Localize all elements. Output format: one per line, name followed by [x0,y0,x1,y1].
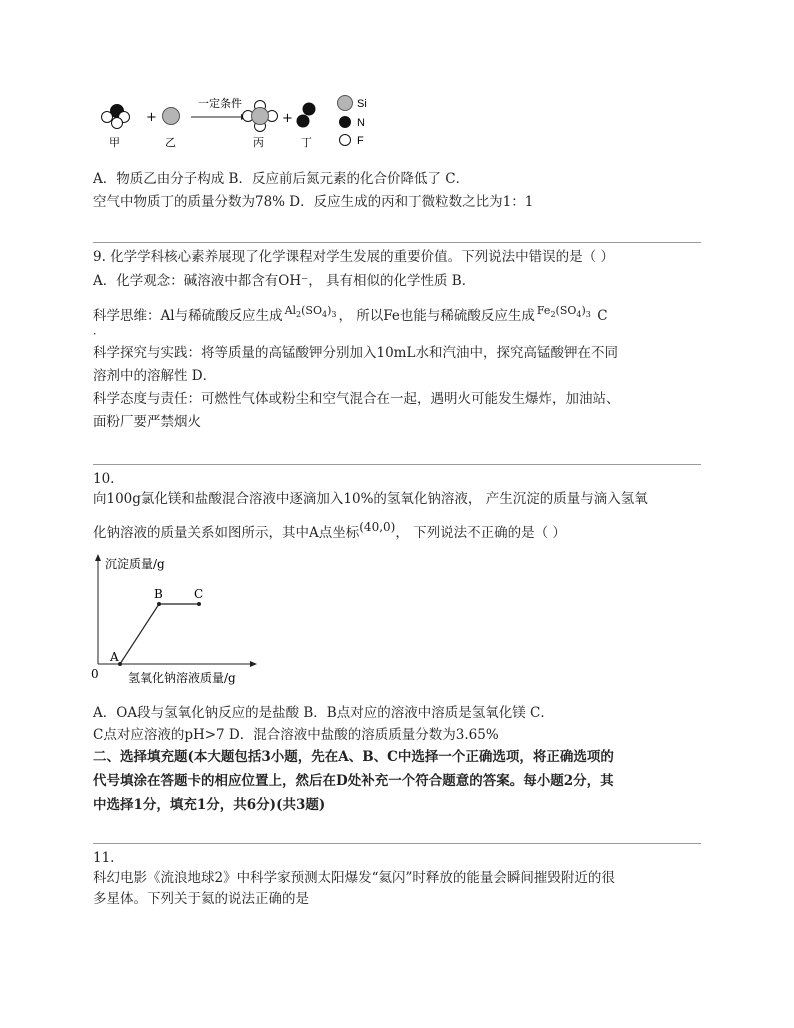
reaction-condition: 一定条件 [198,97,242,110]
q9-b-mid: ， 所以Fe也能与稀硫酸反应生成 [338,308,535,324]
point-label-a: A [110,650,119,664]
q10-stem2-post: ， 下列说法不正确的是（ ） [395,525,566,541]
y-axis-arrow [95,554,101,561]
q8-options-line2: 空气中物质丁的质量分数为78% D．反应生成的丙和丁微粒数之比为1：1 [93,194,534,210]
formula-fe2so43: Fe2(SO4)3 [536,304,591,320]
molecule-bing [243,101,278,132]
q9-option-d-line1: 科学态度与责任：可燃性气体或粉尘和空气混合在一起，遇明火可能发生爆炸，加油站、 [93,391,620,407]
point-a-coordinate: (40,0) [359,520,396,534]
x-axis-arrow [250,661,257,667]
origin-label: 0 [91,667,99,681]
q9-option-c-line1: 科学探究与实践：将等质量的高锰酸钾分别加入10mL水和汽油中，探究高锰酸钾在不同 [93,345,618,361]
point-label-c: C [194,587,204,601]
q11-number: 11. [93,850,115,866]
formula-al2so43: Al2(SO4)3 [284,304,337,320]
q9-b-pre: 科学思维：Al与稀硫酸反应生成 [93,308,283,324]
divider [93,843,701,844]
q11-stem-line1: 科幻电影《流浪地球2》中科学家预测太阳爆发“氦闪”时释放的能量会瞬间摧毁附近的很 [93,870,615,886]
precipitate-line [120,604,199,664]
label-jia: 甲 [109,136,120,149]
label-ding: 丁 [301,136,312,149]
molecule-jia [102,105,130,129]
point-c [197,602,201,606]
q9-option-b [93,302,608,325]
q10-stem-line2 [93,518,566,542]
q10-number: 10. [93,471,115,487]
molecule-ding [297,103,316,128]
q9-dot: ． [93,324,104,337]
q9-option-a: A．化学观念：碱溶液中都含有OH⁻， 具有相似的化学性质 B． [93,273,476,289]
y-axis-label: 沉淀质量/g [105,557,165,571]
q9-stem: 9. 化学学科核心素养展现了化学课程对学生发展的重要价值。下列说法中错误的是（ ） [93,249,614,265]
label-bing: 丙 [253,136,264,149]
point-b [157,602,161,606]
q9-b-end: C [597,308,608,324]
plus-sign-2: + [282,111,293,126]
q10-stem2-pre: 化钠溶液的质量关系如图所示，其中A点坐标 [93,525,360,541]
point-label-b: B [154,587,163,601]
section2-heading-line2: 代号填涂在答题卡的相应位置上，然后在D处补充一个符合题意的答案。每小题2分，其 [93,773,614,789]
atom-legend [338,96,367,148]
section2-heading-line3: 中选择1分，填充1分，共6分)(共3题) [93,797,326,813]
section2-heading-line1: 二、选择填充题(本大题包括3小题，先在A、B、C中选择一个正确选项，将正确选项的 [93,749,614,765]
divider [93,464,701,465]
q9-option-d-line2: 面粉厂要严禁烟火 [93,414,201,430]
legend-n: N [357,117,365,129]
q11-stem-line2: 多星体。下列关于氦的说法正确的是 [93,891,309,907]
q8-options-line1: A．物质乙由分子构成 B．反应前后氮元素的化合价降低了 C． [93,171,470,187]
legend-si: Si [357,98,367,110]
x-axis-label: 氢氧化钠溶液质量/g [128,671,236,685]
q10-options-line1: A．OA段与氢氧化钠反应的是盐酸 B．B点对应的溶液中溶质是氢氧化镁 C． [93,705,554,721]
label-yi: 乙 [165,136,176,149]
legend-f: F [357,135,364,147]
molecule-yi [163,108,180,125]
precipitate-chart [88,552,268,690]
reaction-diagram [95,92,395,154]
q9-option-c-line2: 溶剂中的溶解性 D． [93,368,217,384]
plus-sign-1: + [146,110,157,125]
q10-options-line2: C点对应溶液的pH>7 D．混合溶液中盐酸的溶质质量分数为3.65% [93,727,499,743]
divider [93,242,701,243]
q10-stem-line1: 向100g氯化镁和盐酸混合溶液中逐滴加入10%的氢氧化钠溶液， 产生沉淀的质量与滴入氢氧 [93,491,648,507]
